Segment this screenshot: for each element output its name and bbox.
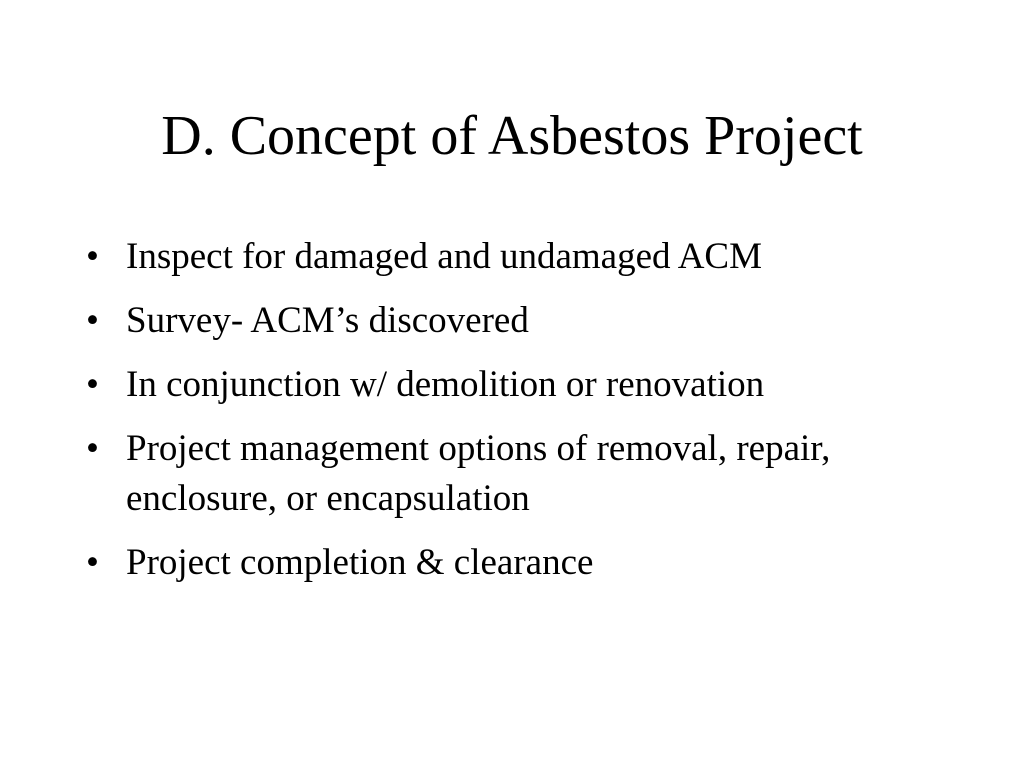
- bullet-text: Inspect for damaged and undamaged ACM: [126, 236, 763, 277]
- bullet-text: Project management options of removal, repair, enclosure, or encapsulation: [126, 428, 831, 519]
- list-item: [86, 296, 966, 346]
- bullet-text: Project completion & clearance: [126, 542, 594, 583]
- bullet-text: Survey- ACM’s discovered: [126, 300, 529, 341]
- slide-title: D. Concept of Asbestos Project: [161, 105, 863, 167]
- bullet-icon: •: [86, 236, 99, 277]
- list-item: [86, 538, 966, 588]
- bullet-icon: •: [86, 428, 99, 469]
- bullet-icon: •: [86, 364, 99, 405]
- bullet-icon: •: [86, 300, 99, 341]
- bullet-list: [86, 232, 966, 602]
- list-item: [86, 232, 966, 282]
- bullet-icon: •: [86, 542, 99, 583]
- list-item: [86, 360, 966, 410]
- bullet-text: In conjunction w/ demolition or renovation: [126, 364, 765, 405]
- list-item: [86, 424, 966, 524]
